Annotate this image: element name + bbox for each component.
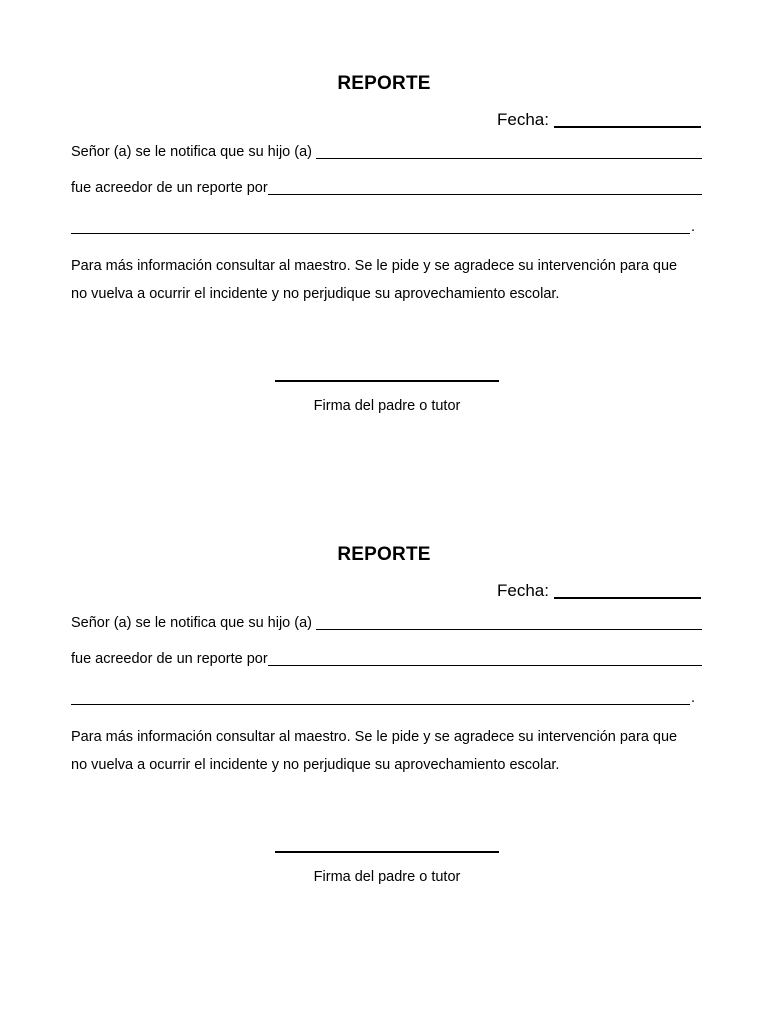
- child-name-label: Señor (a) se le notifica que su hijo (a): [71, 615, 312, 631]
- reason-row: [71, 649, 702, 669]
- date-label: Fecha:: [497, 110, 549, 129]
- report-form: [0, 0, 768, 470]
- info-paragraph: [71, 253, 711, 308]
- date-field: [497, 580, 701, 602]
- reason-row: [71, 178, 702, 198]
- info-paragraph-line: no vuelva a ocurrir el incidente y no perjudique su aprovechamiento escolar.: [71, 285, 560, 302]
- date-blank-line: [554, 597, 701, 599]
- reason-continuation-period: .: [691, 690, 696, 706]
- report-form: [0, 471, 768, 941]
- date-field: [497, 109, 701, 131]
- reason-label: fue acreedor de un reporte por: [71, 180, 268, 196]
- info-paragraph-line: Para más información consultar al maestro. Se le pide y se agradece su intervención para que: [71, 258, 678, 274]
- signature-label: Firma del padre o tutor: [313, 398, 461, 414]
- reason-continuation-row: [71, 217, 702, 237]
- date-blank-line: [554, 126, 701, 128]
- reason-continuation-period: .: [691, 219, 696, 235]
- child-name-label: Señor (a) se le notifica que su hijo (a): [71, 144, 312, 160]
- reason-blank-line: [268, 665, 702, 666]
- signature-line: [275, 380, 499, 382]
- report-title: REPORTE: [337, 544, 431, 565]
- report-title: REPORTE: [337, 73, 431, 94]
- info-paragraph-line: no vuelva a ocurrir el incidente y no perjudique su aprovechamiento escolar.: [71, 756, 560, 773]
- child-name-row: [71, 142, 702, 162]
- reason-continuation-blank-line: [71, 233, 690, 234]
- date-label: Fecha:: [497, 581, 549, 600]
- child-name-blank-line: [316, 158, 702, 159]
- info-paragraph: [71, 724, 711, 779]
- reason-continuation-row: [71, 688, 702, 708]
- signature-label: Firma del padre o tutor: [313, 869, 461, 885]
- info-paragraph-line: Para más información consultar al maestro. Se le pide y se agradece su intervención para que: [71, 729, 678, 745]
- signature-line: [275, 851, 499, 853]
- reason-blank-line: [268, 194, 702, 195]
- child-name-row: [71, 613, 702, 633]
- reason-label: fue acreedor de un reporte por: [71, 651, 268, 667]
- child-name-blank-line: [316, 629, 702, 630]
- reason-continuation-blank-line: [71, 704, 690, 705]
